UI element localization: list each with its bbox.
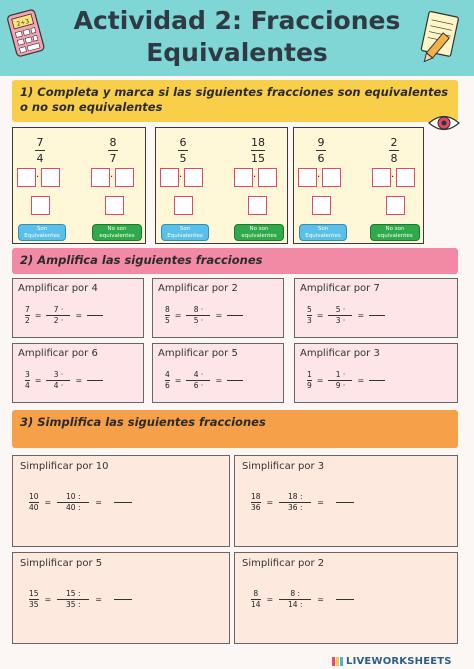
equals-sign: = (357, 375, 365, 385)
card-label: Simplificar por 10 (20, 461, 109, 472)
multiply-dot: · (179, 172, 183, 183)
denominator: 6 (165, 381, 170, 390)
numerator: 10 (29, 492, 39, 501)
answer-box[interactable] (160, 168, 179, 187)
svg-text:2+3: 2+3 (15, 17, 31, 28)
numerator-expression: 15 : (66, 589, 81, 598)
numerator: 18 (251, 136, 265, 149)
answer-line[interactable] (336, 599, 354, 600)
answer-box[interactable] (41, 168, 60, 187)
answer-box[interactable] (248, 196, 267, 215)
equivalent-button[interactable]: Son Equivalentes (161, 224, 209, 241)
denominator-expression: 3 · (335, 316, 346, 325)
equals-sign: = (316, 310, 324, 320)
equals-sign: = (34, 375, 42, 385)
numerator: 8 (109, 136, 117, 149)
given-fraction (165, 305, 170, 325)
equals-sign: = (34, 310, 42, 320)
numerator: 15 (29, 589, 39, 598)
not-equivalent-button[interactable]: No son equivalentes (370, 224, 420, 241)
fraction-b (251, 136, 265, 165)
amplify-card (152, 278, 284, 338)
equals-sign: = (174, 310, 182, 320)
not-equivalent-button[interactable]: No son equivalentes (92, 224, 142, 241)
fraction-bar (35, 150, 45, 151)
answer-line[interactable] (369, 315, 385, 316)
amplify-card (152, 343, 284, 403)
equation-row (25, 305, 103, 325)
simplify-card (12, 455, 230, 547)
denominator-expression: 35 : (66, 600, 81, 609)
fraction-a (316, 136, 326, 165)
denominator: 14 (251, 600, 261, 609)
answer-box[interactable] (396, 168, 415, 187)
working-fraction[interactable] (57, 589, 89, 609)
numerator: 8 (165, 305, 170, 314)
denominator: 2 (25, 316, 30, 325)
fraction-pair-box (155, 127, 288, 244)
numerator: 7 (36, 136, 44, 149)
denominator-expression: 5 · (193, 316, 204, 325)
equals-sign: = (317, 594, 324, 604)
answer-box[interactable] (234, 168, 253, 187)
given-fraction (165, 370, 170, 390)
multiply-dot: · (36, 172, 40, 183)
equation-row (307, 370, 385, 390)
answer-box[interactable] (91, 168, 110, 187)
fraction-bar (389, 150, 399, 151)
equation-row (29, 589, 132, 609)
answer-line[interactable] (227, 380, 243, 381)
denominator: 5 (165, 316, 170, 325)
equation-row (251, 589, 354, 609)
numerator: 6 (179, 136, 187, 149)
equation-row (251, 492, 354, 512)
section3-heading: 3) Simplifica las siguientes fracciones (12, 410, 458, 448)
given-fraction (307, 305, 312, 325)
equivalent-button[interactable]: Son Equivalentes (299, 224, 347, 241)
equation-row (25, 370, 103, 390)
equals-sign: = (215, 310, 223, 320)
equation-row (165, 305, 243, 325)
fraction-a (35, 136, 45, 165)
multiply-dot: · (110, 172, 114, 183)
amplify-card (294, 278, 458, 338)
numerator-expression: 5 · (335, 305, 346, 314)
simplify-card (234, 455, 458, 547)
notebook-pencil-icon (414, 6, 466, 70)
footer-brand-text: LIVEWORKSHEETS (346, 656, 452, 667)
denominator-expression: 36 : (288, 503, 303, 512)
given-fraction (251, 589, 261, 609)
answer-line[interactable] (114, 599, 132, 600)
fraction-b (108, 136, 118, 165)
multiply-dot: · (317, 172, 321, 183)
answer-line[interactable] (227, 315, 243, 316)
denominator: 8 (390, 152, 398, 165)
denominator-expression: 6 · (193, 381, 204, 390)
numerator: 4 (165, 370, 170, 379)
equation-row (165, 370, 243, 390)
answer-line[interactable] (336, 502, 354, 503)
amplify-card (12, 343, 144, 403)
equals-sign: = (357, 310, 365, 320)
numerator-expression: 8 : (290, 589, 301, 598)
equals-sign: = (317, 497, 324, 507)
card-label: Simplificar por 5 (20, 558, 103, 569)
denominator: 36 (251, 503, 261, 512)
numerator: 7 (25, 305, 30, 314)
denominator: 9 (307, 381, 312, 390)
working-fraction[interactable] (279, 589, 311, 609)
card-label: Amplificar por 4 (18, 283, 98, 294)
equals-sign: = (174, 375, 182, 385)
denominator: 40 (29, 503, 39, 512)
fraction-bar (316, 150, 326, 151)
numerator-expression: 3 · (53, 370, 64, 379)
denominator: 3 (307, 316, 312, 325)
fraction-bar (108, 150, 118, 151)
equation-row (307, 305, 385, 325)
liveworksheets-logo-icon (332, 657, 343, 666)
denominator: 35 (29, 600, 39, 609)
working-fraction[interactable] (279, 492, 311, 512)
answer-line[interactable] (114, 502, 132, 503)
multiply-dot: · (253, 172, 257, 183)
answer-box[interactable] (372, 168, 391, 187)
answer-box[interactable] (298, 168, 317, 187)
equals-sign: = (95, 497, 102, 507)
denominator-expression: 14 : (288, 600, 303, 609)
eye-icon (427, 110, 461, 136)
card-label: Amplificar por 2 (158, 283, 238, 294)
denominator: 7 (109, 152, 117, 165)
given-fraction (29, 492, 39, 512)
working-fraction[interactable] (328, 305, 352, 325)
given-fraction (25, 370, 30, 390)
calculator-icon (6, 8, 46, 60)
numerator: 5 (307, 305, 312, 314)
answer-line[interactable] (87, 315, 103, 316)
card-label: Simplificar por 2 (242, 558, 325, 569)
working-fraction[interactable] (186, 370, 210, 390)
numerator-expression: 8 · (193, 305, 204, 314)
numerator-expression: 1 · (335, 370, 346, 379)
answer-box[interactable] (17, 168, 36, 187)
fraction-b (389, 136, 399, 165)
page-title-line1: Actividad 2: Fracciones (73, 6, 401, 35)
not-equivalent-button[interactable]: No son equivalentes (234, 224, 284, 241)
equation-row (29, 492, 132, 512)
numerator: 9 (317, 136, 325, 149)
equals-sign: = (44, 497, 52, 507)
card-label: Amplificar por 6 (18, 348, 98, 359)
denominator: 4 (25, 381, 30, 390)
answer-box[interactable] (258, 168, 277, 187)
answer-box[interactable] (105, 196, 124, 215)
denominator-expression: 40 : (66, 503, 81, 512)
given-fraction (251, 492, 261, 512)
numerator: 18 (251, 492, 261, 501)
working-fraction[interactable] (186, 305, 210, 325)
answer-box[interactable] (386, 196, 405, 215)
section2-heading: 2) Amplifica las siguientes fracciones (12, 248, 458, 274)
given-fraction (307, 370, 312, 390)
working-fraction[interactable] (328, 370, 352, 390)
fraction-a (178, 136, 188, 165)
working-fraction[interactable] (46, 305, 70, 325)
equals-sign: = (95, 594, 102, 604)
numerator-expression: 7 · (53, 305, 64, 314)
equals-sign: = (215, 375, 223, 385)
answer-line[interactable] (369, 380, 385, 381)
working-fraction[interactable] (46, 370, 70, 390)
answer-line[interactable] (87, 380, 103, 381)
denominator-expression: 4 · (53, 381, 64, 390)
fraction-bar (251, 150, 265, 151)
equals-sign: = (266, 497, 274, 507)
equals-sign: = (316, 375, 324, 385)
page-title-line2: Equivalentes (146, 38, 328, 67)
numerator: 2 (390, 136, 398, 149)
answer-box[interactable] (31, 196, 50, 215)
amplify-card (294, 343, 458, 403)
equals-sign: = (44, 594, 52, 604)
equals-sign: = (75, 375, 83, 385)
given-fraction (29, 589, 39, 609)
given-fraction (25, 305, 30, 325)
answer-box[interactable] (184, 168, 203, 187)
denominator-expression: 9 · (335, 381, 346, 390)
answer-box[interactable] (174, 196, 193, 215)
answer-box[interactable] (115, 168, 134, 187)
equals-sign: = (266, 594, 274, 604)
denominator: 15 (251, 152, 265, 165)
answer-box[interactable] (312, 196, 331, 215)
card-label: Amplificar por 7 (300, 283, 380, 294)
answer-box[interactable] (322, 168, 341, 187)
numerator-expression: 4 · (193, 370, 204, 379)
equals-sign: = (75, 310, 83, 320)
working-fraction[interactable] (57, 492, 89, 512)
card-label: Amplificar por 3 (300, 348, 380, 359)
fraction-bar (178, 150, 188, 151)
numerator-expression: 18 : (288, 492, 303, 501)
simplify-card (234, 552, 458, 644)
numerator-expression: 10 : (66, 492, 81, 501)
footer-brand (332, 654, 474, 669)
card-label: Amplificar por 5 (158, 348, 238, 359)
numerator: 3 (25, 370, 30, 379)
amplify-card (12, 278, 144, 338)
numerator: 1 (307, 370, 312, 379)
equivalent-button[interactable]: Son Equivalentes (18, 224, 66, 241)
simplify-card (12, 552, 230, 644)
denominator: 5 (179, 152, 187, 165)
denominator-expression: 2 · (53, 316, 64, 325)
fraction-pair-box (12, 127, 146, 244)
numerator: 8 (253, 589, 259, 598)
denominator: 4 (36, 152, 44, 165)
card-label: Simplificar por 3 (242, 461, 325, 472)
multiply-dot: · (391, 172, 395, 183)
section1-heading: 1) Completa y marca si las siguientes fracciones son equivalentes o no son equivalentes (12, 80, 458, 122)
fraction-pair-box (293, 127, 424, 244)
denominator: 6 (317, 152, 325, 165)
